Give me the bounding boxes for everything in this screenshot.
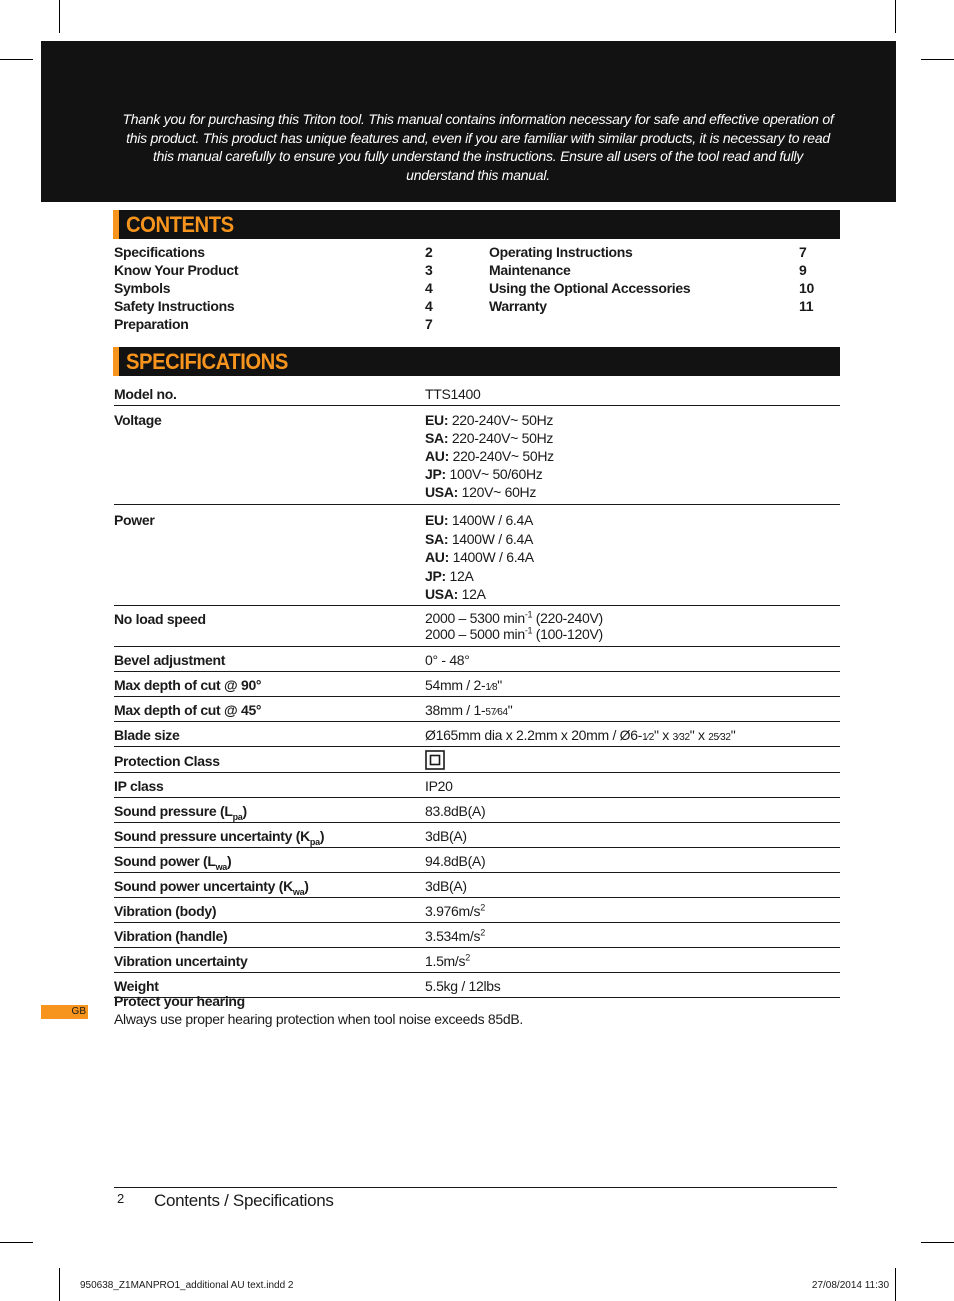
region-label: SA: — [425, 530, 449, 547]
fraction: 1⁄2 — [642, 732, 654, 743]
spec-label: Vibration (handle) — [114, 928, 228, 944]
spec-label: Vibration uncertainty — [114, 953, 248, 969]
speed-line — [425, 626, 603, 642]
value-text: Ø165mm dia x 2.2mm x 20mm / Ø6- — [425, 727, 643, 743]
crop-mark — [59, 1268, 60, 1301]
spec-value — [425, 511, 534, 604]
inch-mark: " — [497, 677, 502, 693]
spec-label — [114, 852, 231, 870]
intro-text: Thank you for purchasing this Triton tool. This manual contains information necessary for safe and effective operation of this product. This product has unique features and, even if you are familiar with similar products, it is necessary to read this manual carefully to ensure you fully understand the instructions. Ensure all users of the tool read and fully understand this manual. — [122, 111, 834, 183]
slug-filename: 950638_Z1MANPRO1_additional AU text.indd 2 — [80, 1280, 294, 1291]
spec-value: TTS1400 — [425, 386, 481, 402]
toc-page: 7 — [799, 244, 807, 260]
toc-label: Warranty — [489, 298, 547, 314]
label-text: ) — [319, 828, 325, 844]
region-label: JP: — [425, 466, 446, 482]
spec-row-speed — [114, 606, 840, 647]
toc-item[interactable] — [114, 297, 434, 315]
toc-item[interactable] — [114, 279, 434, 297]
spec-row-vibration-body — [114, 898, 840, 923]
region-value: 220-240V~ 50Hz — [451, 430, 554, 446]
value-exponent: 2 — [480, 902, 485, 913]
spec-row-blade — [114, 722, 840, 747]
spec-value: 3dB(A) — [425, 828, 467, 844]
toc-page: 3 — [425, 262, 433, 278]
accent-stripe — [113, 210, 119, 239]
region-value: 100V~ 50/60Hz — [449, 466, 543, 482]
specifications-title: SPECIFICATIONS — [126, 349, 288, 374]
value-text: 3.534m/s — [425, 928, 481, 944]
spec-value — [425, 726, 735, 747]
voltage-line — [425, 483, 554, 501]
spec-label: IP class — [114, 778, 164, 794]
toc-item[interactable] — [114, 243, 434, 261]
crop-mark — [921, 1242, 954, 1243]
region-label: EU: — [425, 512, 449, 528]
crop-mark — [895, 0, 896, 33]
voltage-line — [425, 447, 554, 465]
speed-range: (100-120V) — [532, 626, 603, 642]
spec-value — [425, 927, 485, 945]
spec-row-vibration-handle — [114, 923, 840, 948]
spec-table — [114, 383, 840, 998]
toc-label: Safety Instructions — [114, 298, 235, 314]
toc-item[interactable] — [114, 261, 434, 279]
label-text: Sound pressure uncertainty (K — [114, 828, 310, 844]
label-subscript: pa — [232, 811, 243, 822]
region-label: AU: — [425, 549, 449, 565]
voltage-line — [425, 465, 554, 483]
toc-item[interactable] — [114, 315, 434, 333]
value-text: 38mm / 1- — [425, 702, 486, 718]
value-exponent: 2 — [465, 952, 470, 963]
spec-label — [114, 877, 309, 895]
spec-row-protection — [114, 747, 840, 773]
crop-mark — [921, 59, 954, 60]
toc-item[interactable] — [489, 279, 819, 297]
spec-row-voltage — [114, 406, 840, 505]
region-value: 12A — [449, 567, 474, 584]
fraction: 57⁄64 — [485, 707, 508, 718]
specifications-header — [113, 347, 840, 376]
toc-page: 2 — [425, 244, 433, 260]
spec-value: 0° - 48° — [425, 652, 470, 668]
label-subscript: pa — [309, 836, 320, 847]
spec-label: Protection Class — [114, 753, 220, 769]
toc-page: 11 — [799, 298, 814, 314]
label-text: Sound power uncertainty (K — [114, 878, 293, 894]
value-exponent: 2 — [480, 927, 485, 938]
region-value: 220-240V~ 50Hz — [451, 412, 554, 428]
speed-text: 2000 – 5300 min — [425, 610, 525, 626]
value-text: 3.976m/s — [425, 903, 481, 919]
spec-label — [114, 827, 324, 845]
spec-row-sound-pressure-uncertainty — [114, 823, 840, 848]
toc-label: Using the Optional Accessories — [489, 280, 691, 296]
spec-label: Max depth of cut @ 90° — [114, 677, 262, 693]
region-label: EU: — [425, 412, 449, 428]
fraction: 25⁄32 — [708, 732, 731, 743]
toc-item[interactable] — [489, 243, 819, 261]
language-tab-label: GB — [71, 1006, 86, 1017]
spec-value: 94.8dB(A) — [425, 853, 486, 869]
toc-item[interactable] — [489, 261, 819, 279]
spec-row-sound-power-uncertainty — [114, 873, 840, 898]
language-tab — [41, 1005, 88, 1019]
label-text: ) — [226, 853, 232, 869]
spec-value: 5.5kg / 12lbs — [425, 978, 501, 994]
spec-label: Model no. — [114, 386, 177, 402]
voltage-line — [425, 429, 554, 447]
region-label: USA: — [425, 484, 459, 500]
fraction: 3⁄32 — [672, 732, 690, 743]
crop-mark — [0, 59, 33, 60]
contents-header — [113, 210, 840, 239]
label-subscript: wa — [292, 886, 305, 897]
hearing-text: Always use proper hearing protection when tool noise exceeds 85dB. — [114, 1011, 524, 1027]
region-value: 120V~ 60Hz — [461, 484, 537, 500]
spec-label: Weight — [114, 978, 159, 994]
spec-row-depth-45 — [114, 697, 840, 722]
spec-row-sound-pressure — [114, 798, 840, 823]
spec-value — [425, 952, 470, 970]
spec-row-power — [114, 505, 840, 606]
toc-page: 9 — [799, 262, 807, 278]
region-value: 1400W / 6.4A — [451, 512, 534, 528]
value-text: " x — [689, 727, 709, 743]
toc-page: 7 — [425, 316, 433, 332]
fraction: 1⁄8 — [485, 682, 498, 693]
region-label: JP: — [425, 567, 446, 584]
toc-label: Symbols — [114, 280, 171, 296]
spec-value — [425, 902, 485, 920]
inch-mark: " — [730, 727, 736, 743]
spec-label: Voltage — [114, 412, 162, 428]
toc-page: 4 — [425, 298, 433, 314]
value-text: 1.5m/s — [425, 953, 466, 969]
crop-mark — [59, 0, 60, 33]
hearing-title: Protect your hearing — [114, 993, 245, 1009]
speed-exponent: -1 — [524, 625, 533, 636]
value-text: " x — [654, 727, 673, 743]
region-label: SA: — [425, 430, 449, 446]
footer-title: Contents / Specifications — [154, 1191, 334, 1210]
power-line — [425, 511, 534, 530]
toc-label: Know Your Product — [114, 262, 239, 278]
spec-value — [425, 411, 554, 501]
spec-label: Power — [114, 512, 155, 528]
speed-line — [425, 610, 603, 626]
crop-mark — [895, 1268, 896, 1301]
region-label: USA: — [425, 586, 459, 602]
value-text: 54mm / 2- — [425, 677, 486, 693]
power-line — [425, 530, 534, 549]
toc-label: Maintenance — [489, 262, 571, 278]
region-value: 1400W / 6.4A — [452, 549, 534, 565]
label-text: Sound power (L — [114, 853, 216, 869]
spec-value: 3dB(A) — [425, 878, 467, 894]
power-line — [425, 585, 534, 604]
label-subscript: wa — [215, 861, 227, 872]
region-value: 1400W / 6.4A — [451, 530, 534, 547]
spec-row-ip — [114, 773, 840, 798]
spec-label: Blade size — [114, 727, 180, 743]
spec-label: Vibration (body) — [114, 903, 217, 919]
crop-mark — [0, 1242, 33, 1243]
inch-mark: " — [507, 702, 513, 718]
spec-row-model — [114, 383, 840, 406]
spec-row-vibration-uncertainty — [114, 948, 840, 973]
contents-title: CONTENTS — [126, 212, 234, 237]
power-line — [425, 567, 534, 586]
speed-exponent: -1 — [524, 609, 533, 620]
toc-label: Specifications — [114, 244, 205, 260]
region-value: 12A — [461, 586, 486, 602]
spec-value — [425, 610, 603, 642]
spec-label: Max depth of cut @ 45° — [114, 702, 262, 718]
footer-divider — [114, 1187, 837, 1188]
power-line — [425, 548, 534, 567]
accent-stripe — [113, 347, 119, 376]
spec-label: No load speed — [114, 611, 206, 627]
spec-row-sound-power — [114, 848, 840, 873]
label-text: ) — [304, 878, 309, 894]
toc-page: 10 — [799, 280, 814, 296]
label-text: ) — [242, 803, 247, 819]
toc-label: Preparation — [114, 316, 189, 332]
region-value: 220-240V~ 50Hz — [452, 448, 554, 464]
toc-label: Operating Instructions — [489, 244, 633, 260]
spec-value: 83.8dB(A) — [425, 803, 486, 819]
spec-value — [425, 701, 512, 722]
spec-row-depth-90 — [114, 672, 840, 697]
label-text: Sound pressure (L — [114, 803, 233, 819]
toc-item[interactable] — [489, 297, 819, 315]
voltage-line — [425, 411, 554, 429]
speed-range: (220-240V) — [532, 610, 603, 626]
spec-label — [114, 802, 247, 820]
slug-date: 27/08/2014 11:30 — [811, 1280, 889, 1291]
region-label: AU: — [425, 448, 449, 464]
spec-label: Bevel adjustment — [114, 652, 226, 668]
spec-row-bevel — [114, 647, 840, 672]
spec-value: IP20 — [425, 778, 453, 794]
speed-text: 2000 – 5000 min — [425, 626, 525, 642]
toc-page: 4 — [425, 280, 433, 296]
class-ii-double-square-icon — [425, 750, 445, 774]
page-number: 2 — [117, 1191, 125, 1206]
spec-value — [425, 676, 502, 697]
